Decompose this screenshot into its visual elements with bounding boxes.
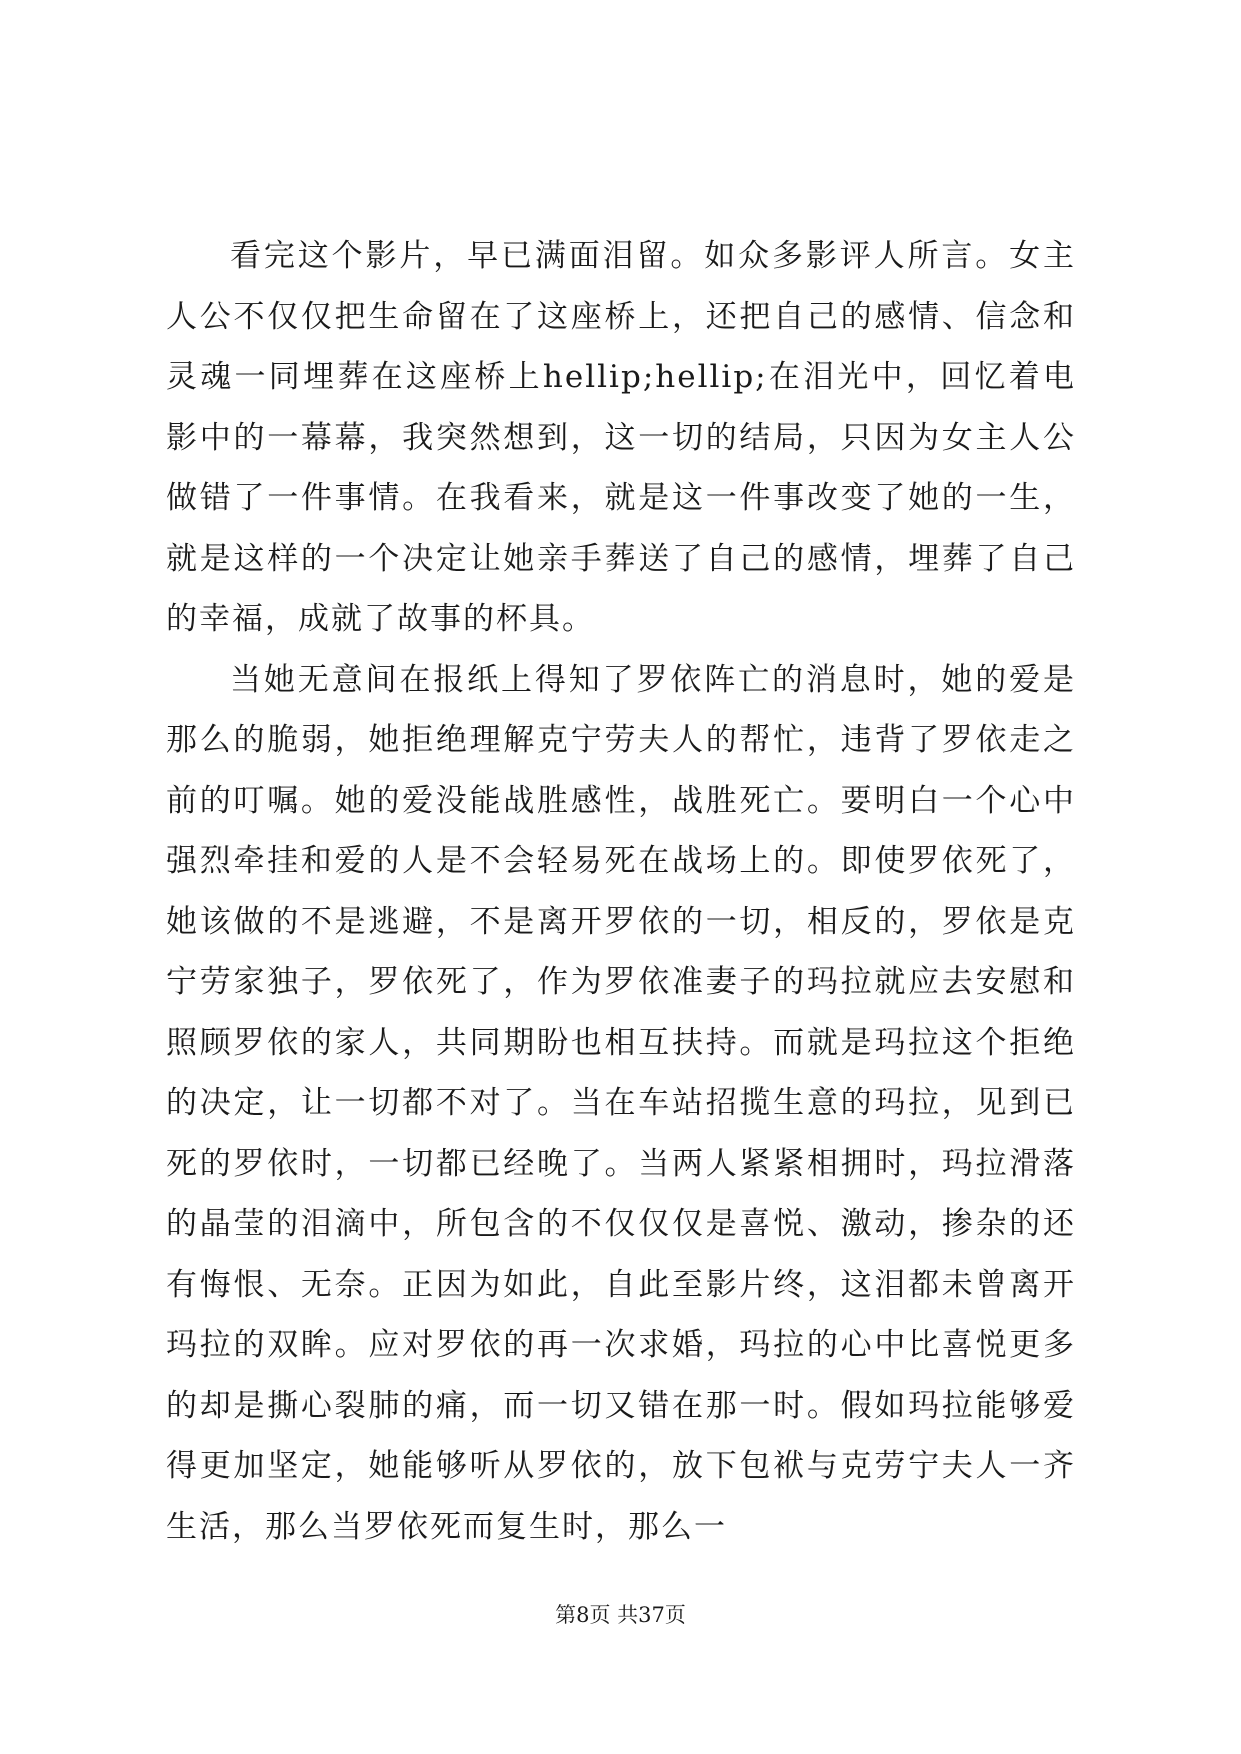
document-body: [166, 226, 1076, 1557]
paragraph-1: 看完这个影片，早已满面泪留。如众多影评人所言。女主人公不仅仅把生命留在了这座桥上，还把自己的感情、信念和灵魂一同埋葬在这座桥上hellip;hellip;在泪光中，回忆着电影中的一幕幕，我突然想到，这一切的结局，只因为女主人公做错了一件事情。在我看来，就是这一件事改变了她的一生，就是这样的一个决定让她亲手葬送了自己的感情，埋葬了自己的幸福，成就了故事的杯具。: [166, 238, 1076, 637]
page-number-footer: 第8页 共37页: [555, 1603, 686, 1627]
paragraph-2: 当她无意间在报纸上得知了罗依阵亡的消息时，她的爱是那么的脆弱，她拒绝理解克宁劳夫人的帮忙，违背了罗依走之前的叮嘱。她的爱没能战胜感性，战胜死亡。要明白一个心中强烈牵挂和爱的人是不会轻易死在战场上的。即使罗依死了，她该做的不是逃避，不是离开罗依的一切，相反的，罗依是克宁劳家独子，罗依死了，作为罗依准妻子的玛拉就应去安慰和照顾罗依的家人，共同期盼也相互扶持。而就是玛拉这个拒绝的决定，让一切都不对了。当在车站招揽生意的玛拉，见到已死的罗依时，一切都已经晚了。当两人紧紧相拥时，玛拉滑落的晶莹的泪滴中，所包含的不仅仅仅是喜悦、激动，掺杂的还有悔恨、无奈。正因为如此，自此至影片终，这泪都未曾离开玛拉的双眸。应对罗依的再一次求婚，玛拉的心中比喜悦更多的却是撕心裂肺的痛，而一切又错在那一时。假如玛拉能够爱得更加坚定，她能够听从罗依的，放下包袱与克劳宁夫人一齐生活，那么当罗依死而复生时，那么一: [166, 661, 1076, 1545]
